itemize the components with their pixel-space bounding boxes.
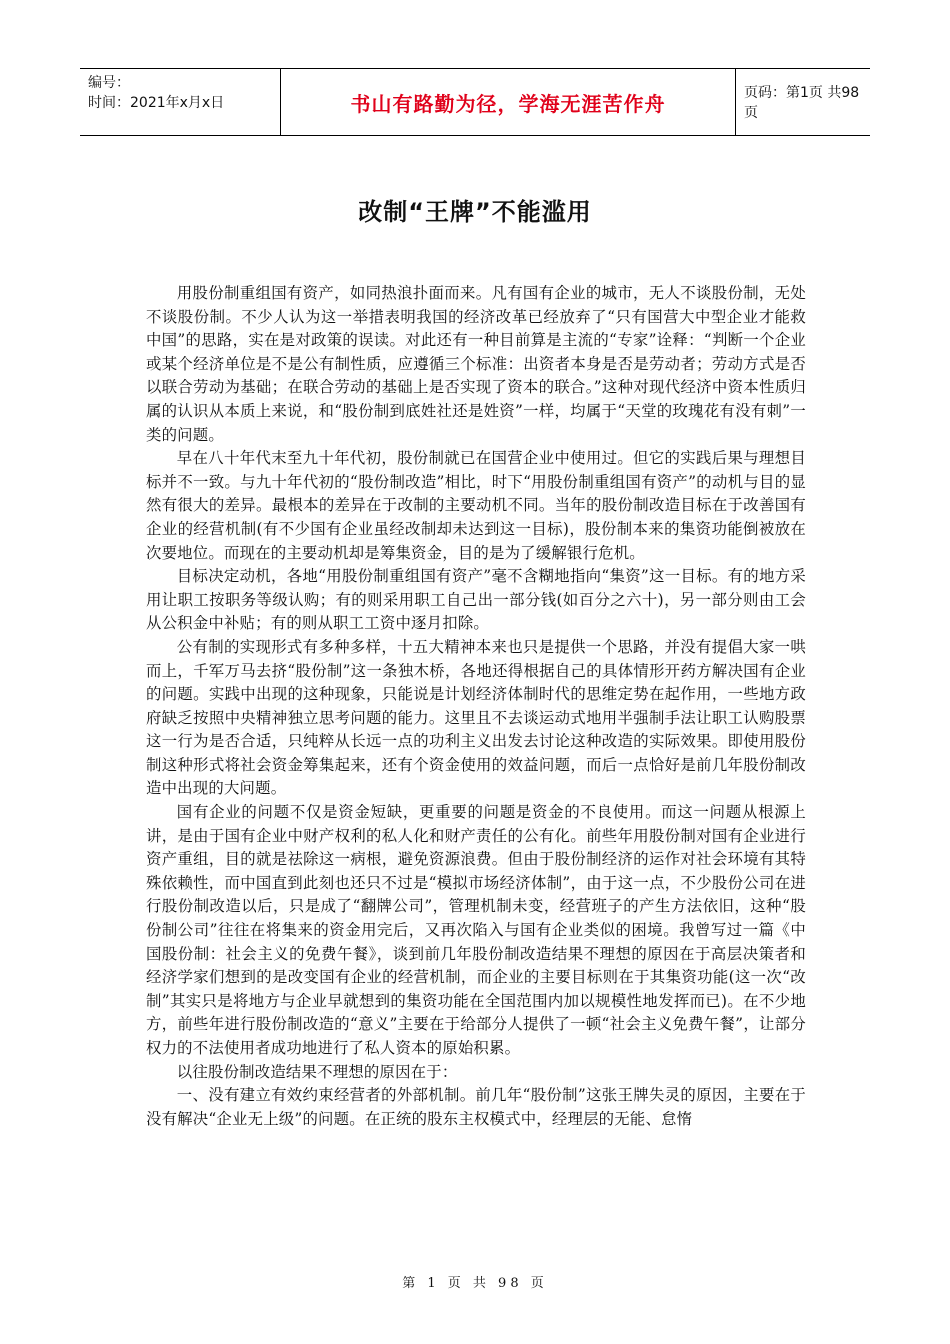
body-paragraph: 用股份制重组国有资产，如同热浪扑面而来。凡有国有企业的城市，无人不谈股份制，无处不谈股份制。不少人认为这一举措表明我国的经济改革已经放弃了“只有国营大中型企业才能救中国”的思路，实在是对政策的误读。对此还有一种目前算是主流的“专家”诠释：“判断一个企业或某个经济单位是不是公有制性质，应遵循三个标准：出资者本身是否是劳动者；劳动方式是否以联合劳动为基础；在联合劳动的基础上是否实现了资本的联合。”这种对现代经济中资本性质归属的认识从本质上来说，和“股份制到底姓社还是姓资”一样，均属于“天堂的玫瑰花有没有刺”一类的问题。 bbox=[146, 284, 806, 444]
body-paragraph: 以往股份制改造结果不理想的原因在于： bbox=[176, 1062, 458, 1081]
header-meta-cell bbox=[80, 69, 280, 135]
document-time-label: 时间：2021年x月x日 bbox=[88, 95, 225, 111]
document-header bbox=[80, 68, 870, 136]
document-title: 改制“王牌”不能滥用 bbox=[358, 198, 592, 226]
header-motto: 书山有路勤为径，学海无涯苦作舟 bbox=[350, 91, 666, 116]
body-paragraph: 国有企业的问题不仅是资金短缺，更重要的问题是资金的不良使用。而这一问题从根源上讲，是由于国有企业中财产权利的私人化和财产责任的公有化。前些年用股份制对国有企业进行资产重组，目的就是祛除这一病根，避免资源浪费。但由于股份制经济的运作对社会环境有其特殊依赖性，而中国直到此刻也还只不过是“模拟市场经济体制”，由于这一点，不少股份公司在进行股份制改造以后，只是成了“翻牌公司”，管理机制未变，经营班子的产生方法依旧，这种“股份制公司”往往在将集来的资金用完后，又再次陷入与国有企业类似的困境。我曾写过一篇《中国股份制：社会主义的免费午餐》，谈到前几年股份制改造结果不理想的原因在于高层决策者和经济学家们想到的是改变国有企业的经营机制，而企业的主要目标则在于其集资功能(这一次“改制”其实只是将地方与企业早就想到的集资功能在全国范围内加以规模性地发挥而已)。在不少地方，前些年进行股份制改造的“意义”主要在于给部分人提供了一顿“社会主义免费午餐”，让部分权力的不法使用者成功地进行了私人资本的原始积累。 bbox=[146, 803, 806, 1057]
body-paragraph: 公有制的实现形式有多种多样，十五大精神本来也只是提供一个思路，并没有提倡大家一哄而上，千军万马去挤“股份制”这一条独木桥，各地还得根据自己的具体情形开药方解决国有企业的问题。实践中出现的这种现象，只能说是计划经济体制时代的思维定势在起作用，一些地方政府缺乏按照中央精神独立思考问题的能力。这里且不去谈运动式地用半强制手法让职工认购股票这一行为是否合适，只纯粹从长远一点的功利主义出发去讨论这种改造的实际效果。即使用股份制这种形式将社会资金筹集起来，还有个资金使用的效益问题，而后一点恰好是前几年股份制改造中出现的大问题。 bbox=[146, 637, 806, 798]
page-footer: 第 1 页 共 98 页 bbox=[402, 1276, 548, 1291]
body-paragraph: 早在八十年代末至九十年代初，股份制就已在国营企业中使用过。但它的实践后果与理想目标并不一致。与九十年代初的“股份制改造”相比，时下“用股份制重组国有资产”的动机与目的显然有很大的差异。最根本的差异在于改制的主要动机不同。当年的股份制改造目标在于改善国有企业的经营机制(有不少国有企业虽经改制却未达到这一目标)，股份制本来的集资功能倒被放在次要地位。而现在的主要动机却是筹集资金，目的是为了缓解银行危机。 bbox=[146, 449, 806, 562]
body-paragraph: 目标决定动机，各地“用股份制重组国有资产”毫不含糊地指向“集资”这一目标。有的地方采用让职工按职务等级认购；有的则采用职工自己出一部分钱(如百分之六十)，另一部分则由工会从公积金中补贴；有的则从职工工资中逐月扣除。 bbox=[146, 567, 806, 633]
header-page-cell bbox=[736, 69, 870, 135]
header-page-info: 页码：第1页 共98页 bbox=[744, 85, 860, 121]
document-number-label: 编号： bbox=[88, 75, 130, 91]
document-body bbox=[146, 282, 806, 1131]
header-motto-cell bbox=[280, 69, 736, 135]
body-paragraph: 一、没有建立有效约束经营者的外部机制。前几年“股份制”这张王牌失灵的原因，主要在于没有解决“企业无上级”的问题。在正统的股东主权模式中，经理层的无能、怠惰 bbox=[146, 1086, 806, 1128]
